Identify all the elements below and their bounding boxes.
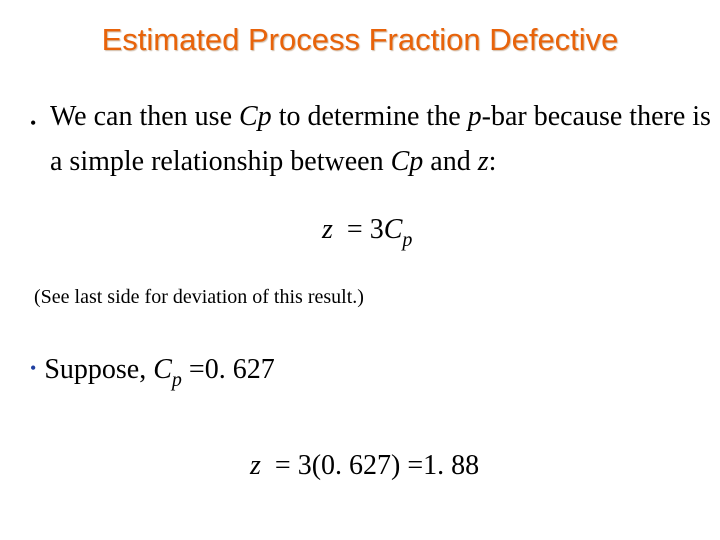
equation-text: = 3	[332, 214, 384, 245]
bullet-text	[50, 95, 720, 185]
equation-z-equals-3cp	[322, 214, 412, 252]
equation-text: = 3(0. 627) =1. 88	[260, 450, 480, 481]
text-run: to determine the	[271, 101, 468, 132]
bullet-icon: •	[30, 113, 37, 133]
bullet-suppose-cp	[30, 354, 275, 392]
cp-value: =0. 627	[181, 354, 275, 385]
p-subscript: p	[171, 369, 182, 391]
bullet-icon: •	[30, 358, 37, 378]
text-run: We can then use	[50, 101, 239, 132]
derivation-note: (See last side for deviation of this result.)	[34, 286, 364, 308]
z-symbol: z	[250, 450, 261, 481]
bullet-cp-relationship	[30, 95, 720, 185]
text-run: Suppose,	[44, 354, 154, 385]
c-symbol: C	[153, 354, 172, 385]
z-symbol: z	[477, 145, 489, 177]
z-symbol: z	[322, 214, 333, 245]
p-subscript: p	[402, 229, 413, 251]
c-symbol: C	[383, 214, 403, 245]
text-run: and	[423, 145, 478, 177]
cp-symbol: Cp	[239, 101, 272, 132]
text-run: :	[488, 145, 497, 177]
slide-title: Estimated Process Fraction Defective	[101, 22, 619, 57]
text-run: -bar because there is a simple relationship between	[50, 101, 711, 177]
cp-symbol: Cp	[390, 145, 424, 177]
equation-z-result	[250, 450, 479, 482]
p-symbol: p	[467, 101, 482, 132]
